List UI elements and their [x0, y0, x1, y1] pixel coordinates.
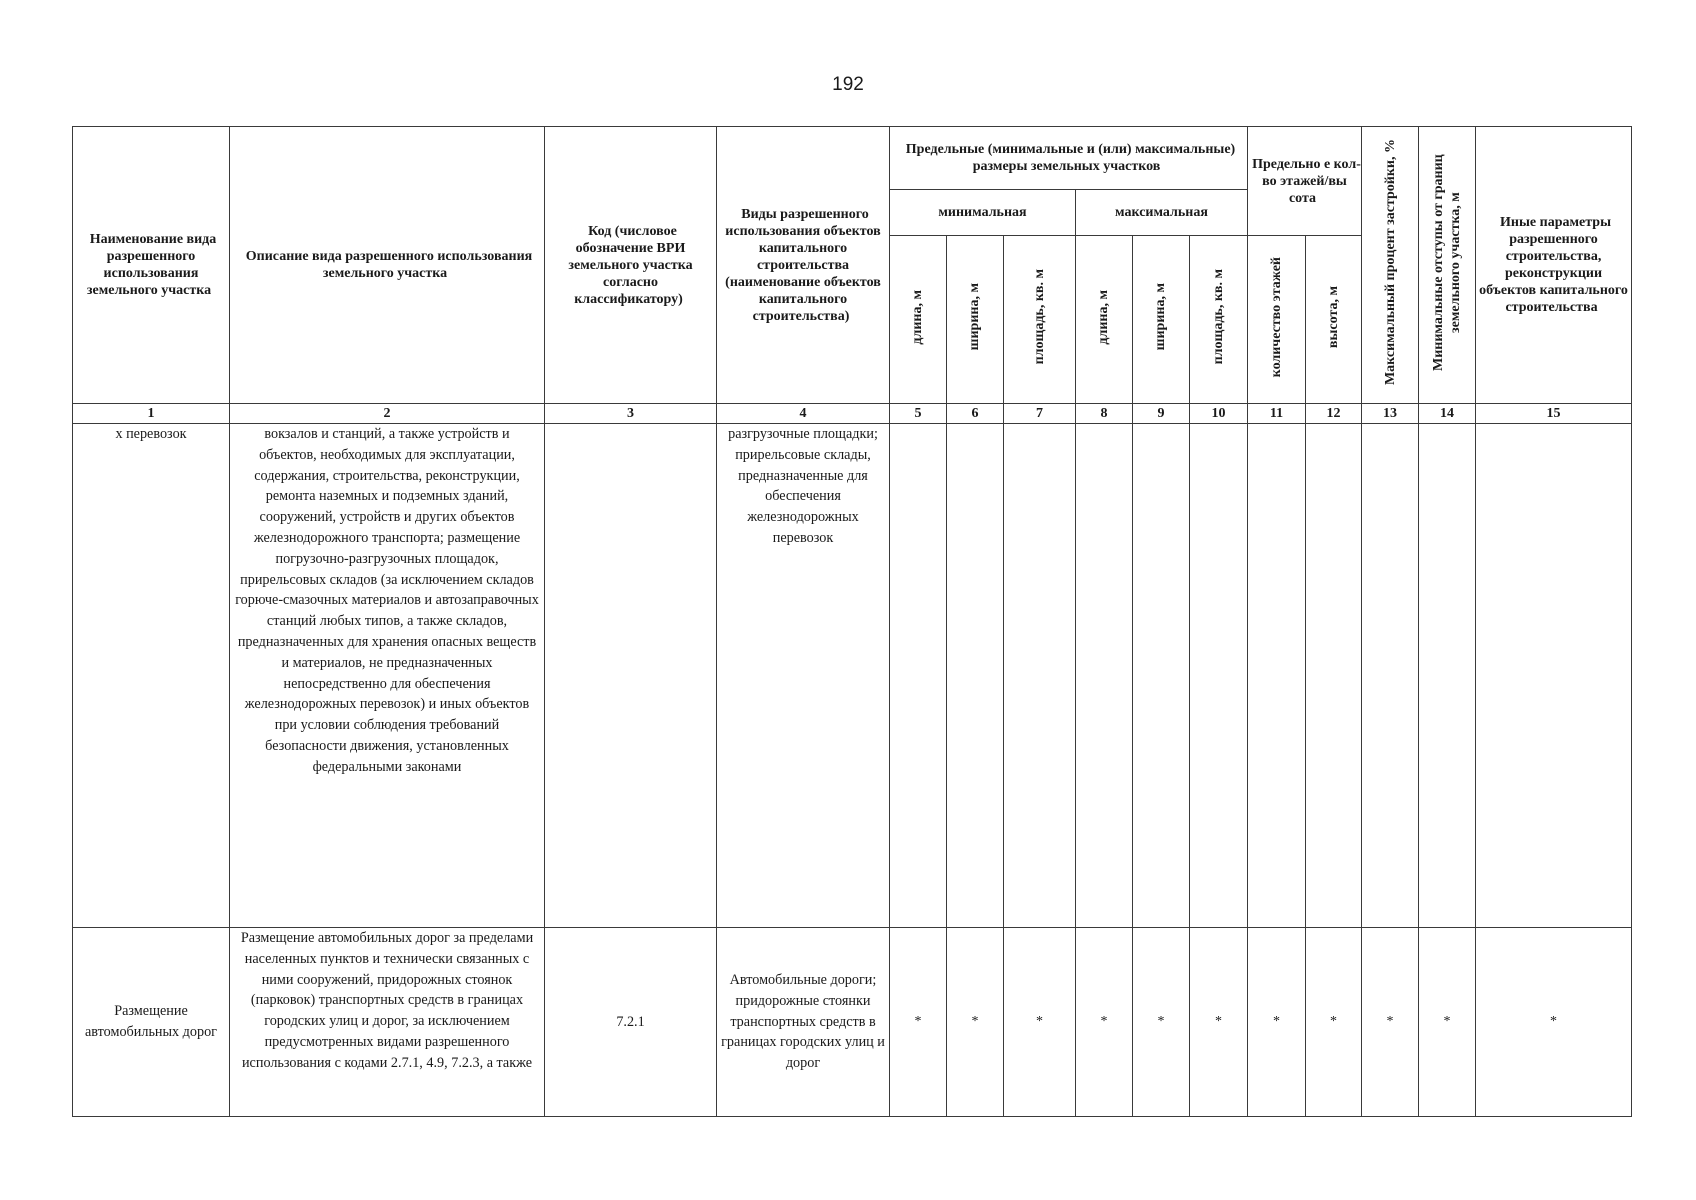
column-number: 4: [717, 404, 890, 424]
column-number: 14: [1419, 404, 1476, 424]
row-value: *: [1362, 928, 1419, 1117]
row-name: х перевозок: [73, 424, 230, 928]
header-sizes-group: Предельные (минимальные и (или) максимальные) размеры земельных участков: [890, 127, 1248, 190]
row-name: Размещение автомобильных дорог: [73, 928, 230, 1117]
row-value: *: [947, 928, 1004, 1117]
table-row: [73, 928, 1632, 1117]
column-number-row: [73, 404, 1632, 424]
column-number: 11: [1248, 404, 1306, 424]
header-col14: Минимальные отступы от границ земельного участка, м: [1419, 127, 1476, 404]
row-value: [1248, 424, 1306, 928]
row-value: [1419, 424, 1476, 928]
column-number: 9: [1133, 404, 1190, 424]
row-value: [1190, 424, 1248, 928]
column-number: 15: [1476, 404, 1632, 424]
column-number: 2: [230, 404, 545, 424]
row-value: *: [1190, 928, 1248, 1117]
land-use-table: [72, 126, 1632, 1117]
row-value: *: [1004, 928, 1076, 1117]
row-value: [1076, 424, 1133, 928]
row-objects: Автомобильные дороги; придорожные стоянки транспортных средств в границах городских улиц и дорог: [717, 928, 890, 1117]
row-description: Размещение автомобильных дорог за пределами населенных пунктов и технически связанных с ними сооружений, придорожных стоянок (парковок) транспортных средств в границах городских улиц и дорог, за исключением предусмотренных видами разрешенного использования с кодами 2.7.1, 4.9, 7.2.3, а также: [230, 928, 545, 1117]
header-max-group: максимальная: [1076, 190, 1248, 236]
header-col2: Описание вида разрешенного использования земельного участка: [230, 127, 545, 404]
row-value: *: [1419, 928, 1476, 1117]
column-number: 10: [1190, 404, 1248, 424]
header-floors-group: Предельно е кол-во этажей/вы сота: [1248, 127, 1362, 236]
column-number: 5: [890, 404, 947, 424]
header-max-length: длина, м: [1076, 236, 1133, 404]
row-description: вокзалов и станций, а также устройств и объектов, необходимых для эксплуатации, содержания, строительства, реконструкции, ремонта наземных и подземных зданий, сооружений, устройств и других объектов железнодорожного транспорта; размещение погрузочно-разгрузочных площадок, прирельсовых складов (за исключением складов горюче-смазочных материалов и автозаправочных станций любых типов, а также складов, предназначенных для хранения опасных веществ и материалов, не предназначенных непосредственно для обеспечения железнодорожных перевозок) и иных объектов при условии соблюдения требований безопасности движения, установленных федеральными законами: [230, 424, 545, 928]
row-value: *: [890, 928, 947, 1117]
header-height: высота, м: [1306, 236, 1362, 404]
row-value: [947, 424, 1004, 928]
header-min-length: длина, м: [890, 236, 947, 404]
page-number: 192: [832, 74, 864, 95]
row-value: *: [1133, 928, 1190, 1117]
column-number: 6: [947, 404, 1004, 424]
row-value: *: [1076, 928, 1133, 1117]
row-value: [1306, 424, 1362, 928]
column-number: 7: [1004, 404, 1076, 424]
row-value: [1476, 424, 1632, 928]
row-value: *: [1306, 928, 1362, 1117]
row-value: *: [1248, 928, 1306, 1117]
column-number: 13: [1362, 404, 1419, 424]
row-value: [1133, 424, 1190, 928]
row-value: *: [1476, 928, 1632, 1117]
header-col4: Виды разрешенного использования объектов капитального строительства (наименование объектов капитального строительства): [717, 127, 890, 404]
row-value: [890, 424, 947, 928]
column-number: 8: [1076, 404, 1133, 424]
header-max-width: ширина, м: [1133, 236, 1190, 404]
table-row: [73, 424, 1632, 928]
row-value: [1004, 424, 1076, 928]
column-number: 3: [545, 404, 717, 424]
header-col1: Наименование вида разрешенного использования земельного участка: [73, 127, 230, 404]
row-code: 7.2.1: [545, 928, 717, 1117]
column-number: 1: [73, 404, 230, 424]
header-min-group: минимальная: [890, 190, 1076, 236]
header-min-area: площадь, кв. м: [1004, 236, 1076, 404]
header-floors-count: количество этажей: [1248, 236, 1306, 404]
row-code: [545, 424, 717, 928]
column-number: 12: [1306, 404, 1362, 424]
header-min-width: ширина, м: [947, 236, 1004, 404]
header-max-area: площадь, кв. м: [1190, 236, 1248, 404]
row-objects: разгрузочные площадки; прирельсовые склады, предназначенные для обеспечения железнодорожных перевозок: [717, 424, 890, 928]
header-col15: Иные параметры разрешенного строительства, реконструкции объектов капитального строительства: [1476, 127, 1632, 404]
header-col3: Код (числовое обозначение ВРИ земельного участка согласно классификатору): [545, 127, 717, 404]
row-value: [1362, 424, 1419, 928]
header-col13: Максимальный процент застройки, %: [1362, 127, 1419, 404]
